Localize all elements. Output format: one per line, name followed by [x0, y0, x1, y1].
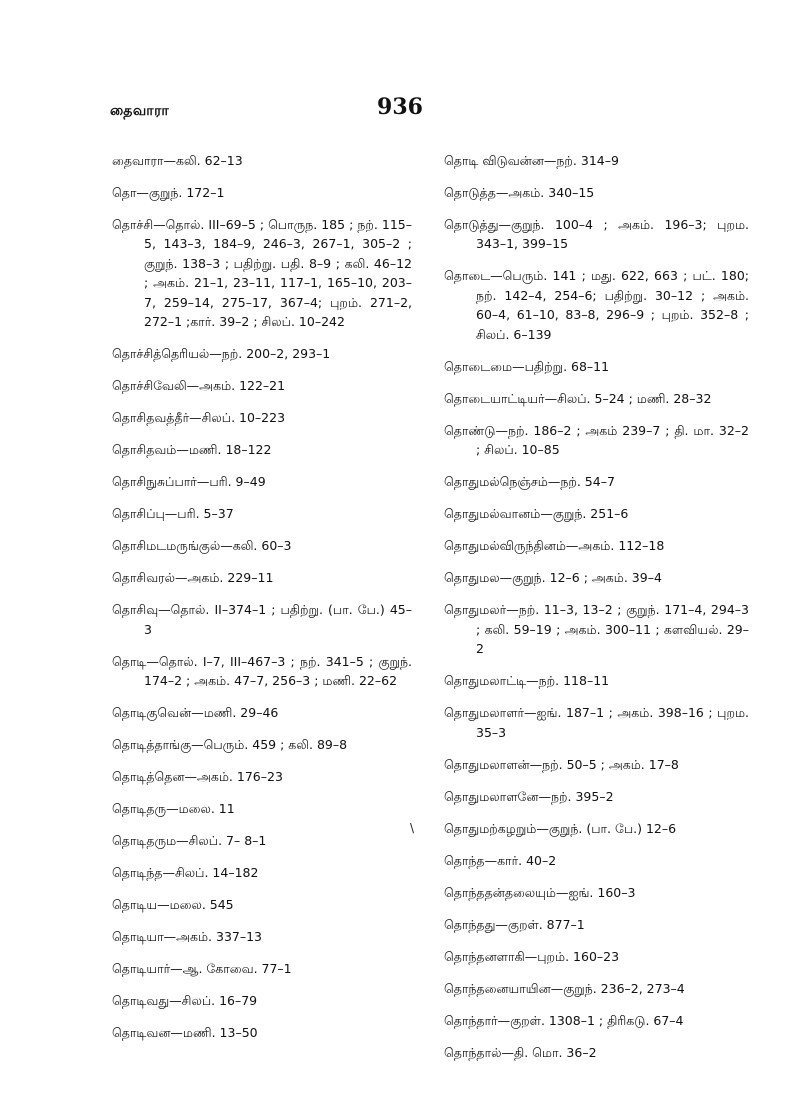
index-entry: தொடிவது—சிலப். 16–79	[112, 993, 258, 1008]
index-entry: தொந்தது—குறள். 877–1	[444, 916, 585, 932]
index-entry: தொதுமல்வானம்—குறுந். 251–6	[444, 506, 629, 521]
index-entry: தொசிதவம்—மணி. 18–122	[112, 442, 272, 457]
index-entry: தொதுமலாளர்—ஐங். 187–1 ; அகம். 398–16 ; புறம. 35–3	[444, 705, 749, 740]
stray-mark: \	[410, 821, 415, 835]
index-entry: தொந்தால்—தி. மொ. 36–2	[444, 1044, 597, 1060]
index-entry: தொடைமை—பதிற்று. 68–11	[444, 358, 610, 374]
index-entry: தொடியார்—ஆ. கோவை. 77–1	[112, 961, 292, 976]
left-column	[112, 138, 415, 1049]
right-column	[444, 138, 749, 1067]
index-entry: தொசிதவத்தீர்—சிலப். 10–223	[112, 410, 286, 425]
index-entry: தொந்தார்—குறள். 1308–1 ; திரிகடு. 67–4	[444, 1012, 684, 1028]
index-entry: தொசிவு—தொல். II–374–1 ; பதிற்று. (பா. பே.) 45–3	[112, 602, 412, 637]
index-entry: தொசிமடமருங்குல்—கலி. 60–3	[112, 538, 292, 553]
index-entry: தொடி—தொல். I–7, III–467–3 ; நற். 341–5 ; குறுந். 174–2 ; அகம். 47–7, 256–3 ; மணி. 22–62	[112, 653, 412, 688]
index-entry: தொடிகுவென்—மணி. 29–46	[112, 705, 279, 720]
index-entry: தொடிந்த—சிலப். 14–182	[112, 865, 259, 880]
index-entry: தொந்த—கார். 40–2	[444, 852, 557, 868]
index-entry: தொந்ததன்தலையும்—ஐங். 160–3	[444, 884, 636, 900]
index-entry: தொடிய—மலை. 545	[112, 897, 234, 912]
index-entry: தொண்டு—நற். 186–2 ; அகம் 239–7 ; தி. மா. 32–2 ; சிலப். 10–85	[444, 422, 749, 457]
index-entry: தொசிப்பு—பரி. 5–37	[112, 506, 234, 521]
index-entry: தொடுத்து—குறுந். 100–4 ; அகம். 196–3; புறம. 343–1, 399–15	[444, 216, 749, 251]
index-entry: தொதுமலாளன்—நற். 50–5 ; அகம். 17–8	[444, 756, 679, 772]
index-entry: தொதுமல்நெஞ்சம்—நற். 54–7	[444, 474, 615, 489]
index-entry: தொடித்தாங்கு—பெரும். 459 ; கலி. 89–8	[112, 737, 348, 752]
index-entry: தொடிவன—மணி. 13–50	[112, 1025, 258, 1040]
index-entry: தொசிநுசுப்பார்—பரி. 9–49	[112, 474, 266, 489]
index-entry: தொதுமலர்—நற். 11–3, 13–2 ; குறுந். 171–4, 294–3 ; கலி. 59–19 ; அகம். 300–11 ; களவியல். 29–2	[444, 602, 749, 656]
index-entry: தொதுமலாளனே—நற். 395–2	[444, 788, 614, 804]
index-entry: தொடுத்த—அகம். 340–15	[444, 184, 595, 200]
index-entry: தொடிதரு—மலை. 11	[112, 801, 235, 816]
index-entry: தொதுமலாட்டி—நற். 118–11	[444, 673, 610, 688]
index-entry: தொ—குறுந். 172–1	[112, 184, 225, 200]
index-entry: தொதுமற்கழறும்—குறுந். (பா. பே.) 12–6	[444, 820, 677, 836]
index-entry: தொடையாட்டியர்—சிலப். 5–24 ; மணி. 28–32	[444, 390, 712, 406]
page-number: 936	[377, 94, 423, 120]
index-entry: தைவாரா—கலி. 62–13	[112, 152, 243, 168]
running-head: தைவாரா	[110, 103, 170, 119]
index-entry: தொச்சி—தொல். III–69–5 ; பொருந. 185 ; நற். 115–5, 143–3, 184–9, 246–3, 267–1, 305–2 ; குறுந். 138–3 ; பதிற்று. பதி. 8–9 ; கலி. 46–12 ; அகம். 21–1, 23–11, 117–1, 165–10, 203–7, 259–14, 275–17, 367–4; புறம். 271–2, 272–1 ;கார். 39–2 ; சிலப். 10–242	[112, 216, 412, 329]
index-entry: தொச்சித்தெரியல்—நற். 200–2, 293–1	[112, 346, 331, 361]
index-entry: தொசிவரல்—அகம். 229–11	[112, 570, 274, 585]
index-entry: தொதுமல—குறுந். 12–6 ; அகம். 39–4	[444, 570, 662, 585]
index-entry: தொச்சிவேலி—அகம். 122–21	[112, 378, 286, 393]
index-entry: தொடி விடுவன்ன—நற். 314–9	[444, 152, 619, 168]
index-entry: தொடிதரும—சிலப். 7– 8–1	[112, 833, 267, 848]
index-entry: தொதுமல்விருந்தினம்—அகம். 112–18	[444, 538, 665, 553]
index-entry: தொடை—பெரும். 141 ; மது. 622, 663 ; பட். 180; நற். 142–4, 254–6; பதிற்று. 30–12 ; அகம். 60–4, 61–10, 83–8, 296–9 ; புறம். 352–8 ; சிலப். 6–139	[444, 268, 749, 342]
index-entry: தொடித்தென—அகம். 176–23	[112, 769, 283, 784]
index-entry: தொந்தனையாயின—குறுந். 236–2, 273–4	[444, 980, 685, 996]
index-entry: தொடியா—அகம். 337–13	[112, 929, 263, 944]
index-entry: தொந்தனளாகி—புறம். 160–23	[444, 948, 620, 964]
